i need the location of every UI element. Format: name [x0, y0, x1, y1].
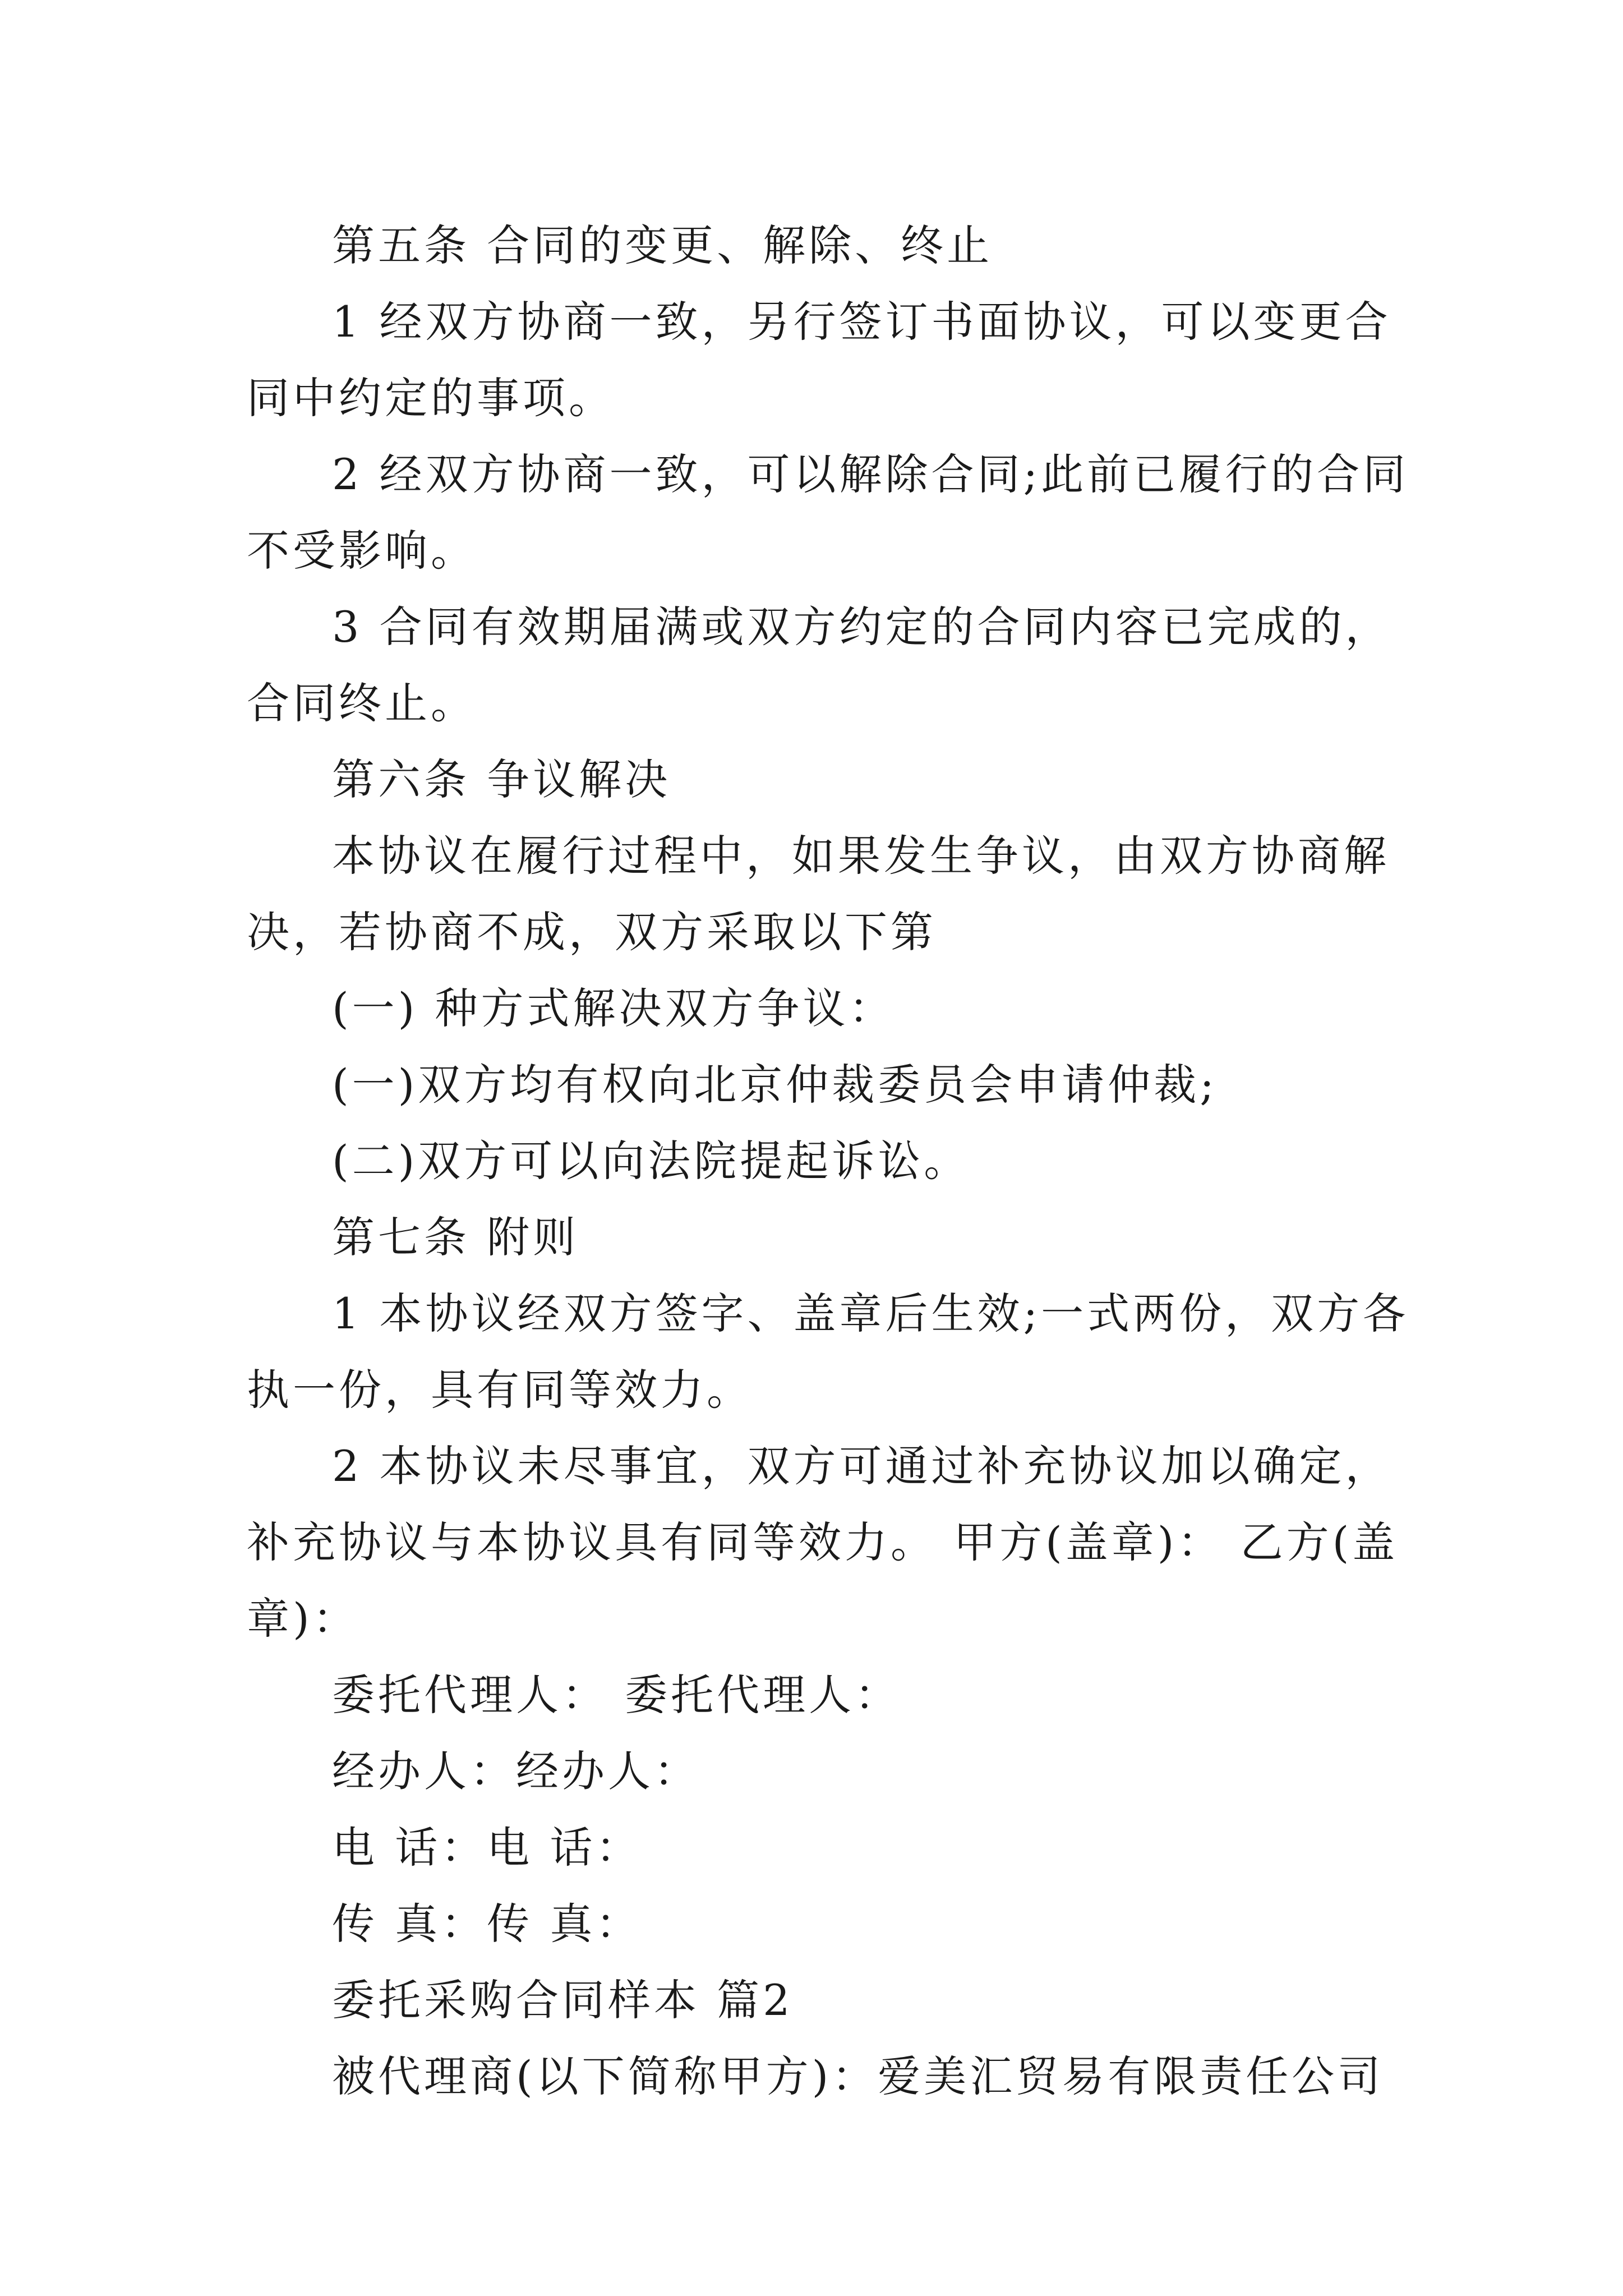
article-6-method-intro: (一) 种方式解决双方争议： — [332, 983, 895, 1033]
fax-line: 传 真：传 真： — [332, 1899, 642, 1949]
phone-line: 电 话：电 话： — [332, 1823, 642, 1872]
handler-line: 经办人：经办人： — [332, 1746, 700, 1796]
article-5-heading: 第五条 合同的变更、解除、终止 — [332, 220, 993, 270]
article-5-clause-2: 2 经双方协商一致，可以解除合同;此前已履行的合同不受影响。 — [247, 449, 1409, 576]
party-a-line: 被代理商(以下简称甲方)：爱美汇贸易有限责任公司 — [332, 2051, 1384, 2101]
article-6-heading: 第六条 争议解决 — [332, 754, 671, 804]
article-6-option-1: (一)双方均有权向北京仲裁委员会申请仲裁; — [332, 1060, 1218, 1110]
article-6-option-2: (二)双方可以向法院提起诉讼。 — [332, 1136, 970, 1186]
article-5-clause-1: 1 经双方协商一致，另行签订书面协议，可以变更合同中约定的事项。 — [247, 297, 1391, 423]
article-7-heading: 第七条 附则 — [332, 1212, 579, 1262]
article-6-body: 本协议在履行过程中，如果发生争议，由双方协商解决，若协商不成，双方采取以下第 — [247, 831, 1390, 957]
agent-line: 委托代理人： 委托代理人： — [332, 1670, 901, 1720]
sample-2-title: 委托采购合同样本 篇2 — [332, 1975, 794, 2025]
document-body — [247, 208, 1413, 2115]
article-7-clause-1: 1 本协议经双方签字、盖章后生效;一式两份，双方各执一份，具有同等效力。 — [247, 1289, 1409, 1415]
article-5-clause-3: 3 合同有效期届满或双方约定的合同内容已完成的，合同终止。 — [247, 602, 1391, 728]
article-7-clause-2: 2 本协议未尽事宜，双方可通过补充协议加以确定，补充协议与本协议具有同等效力。 甲方(盖章)： 乙方(盖章)： — [247, 1441, 1399, 1644]
